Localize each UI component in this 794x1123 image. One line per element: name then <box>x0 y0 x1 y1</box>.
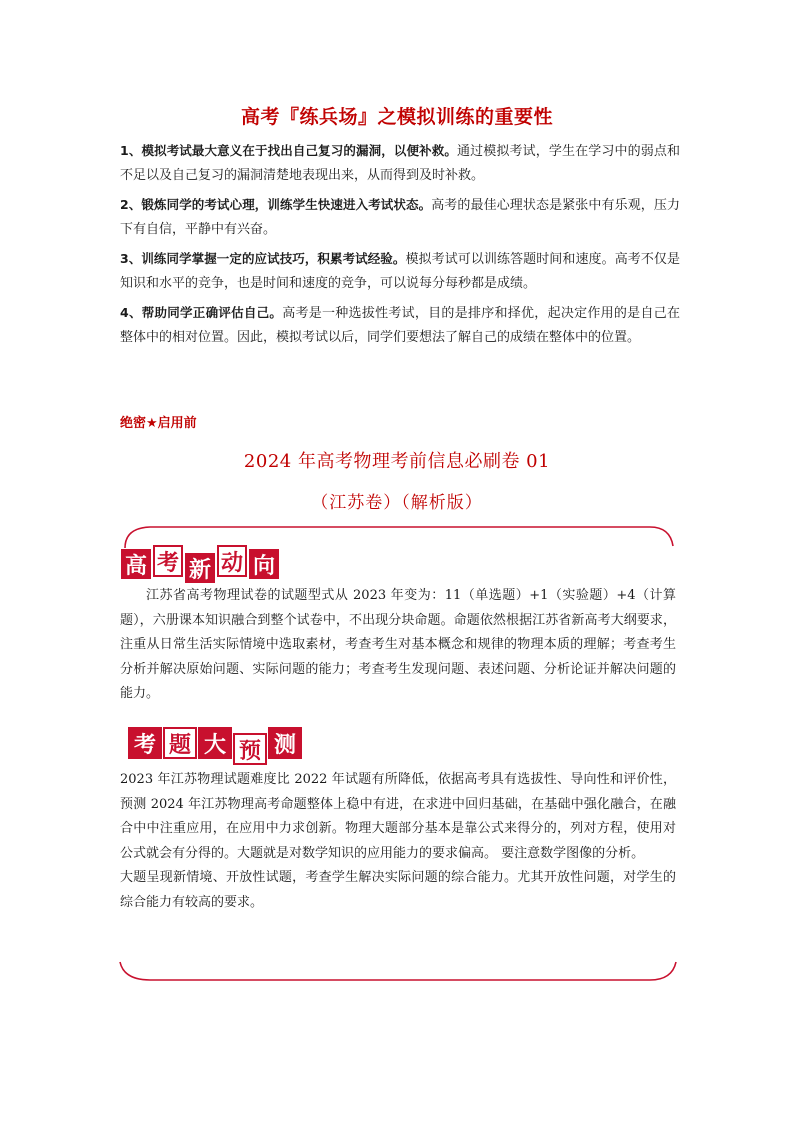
point-text: 通过模拟考试，学生在学习中的弱点和不足以及自己复习的漏洞清楚地表现出来，从而得到及时补救。 <box>120 144 680 183</box>
exam-subtitle: （江苏卷）（解析版） <box>311 493 483 513</box>
trends-paragraph: 江苏省高考物理试卷的试题型式从 2023 年变为：11（单选题）+1（实验题）+4（计算题），六册课本知识融合到整个试卷中，不出现分块命题。命题依然根据江苏省新高考大纲要求，注重从日常生活实际情境中选取素材，考查考生对基本概念和规律的物理本质的理解；考查考生分析并解决原始问题、实际问题的能力；考查考生发现问题、表述问题、分析论证并解决问题的能力。 <box>120 588 676 701</box>
banner-char: 考 <box>128 727 162 759</box>
banner-char: 考 <box>153 545 183 577</box>
banner-char: 高 <box>121 549 151 579</box>
banner-char: 测 <box>268 727 302 759</box>
prediction-paragraph: 2023 年江苏物理试题难度比 2022 年试题有所降低，依据高考具有选拔性、导向性和评价性，预测 2024 年江苏物理高考命题整体上稳中有进，在求进中回归基础，在基础中强化融合，在融合中中注重应用，在应用中力求创新。物理大题部分基本是靠公式来得分的，列对方程，使用对公式就会有分得的。大题就是对数学知识的应用能力的要求偏高。 要注意数学图像的分析。 <box>120 772 676 861</box>
secret-label: 绝密★启用前 <box>120 416 197 431</box>
banner-char: 动 <box>217 545 247 577</box>
page-title: 高考『练兵场』之模拟训练的重要性 <box>240 106 553 128</box>
exam-title: 2024 年高考物理考前信息必刷卷 01 <box>243 451 551 472</box>
point-heading: 1、模拟考试最大意义在于找出自己复习的漏洞，以便补救。 <box>120 143 458 158</box>
banner-char: 向 <box>249 549 279 579</box>
point-heading: 4、帮助同学正确评估自己。 <box>120 305 283 320</box>
point-heading: 3、训练同学掌握一定的应试技巧，积累考试经验。 <box>120 251 406 266</box>
banner-char: 大 <box>198 727 232 759</box>
point-text: 高考的最佳心理状态是紧张中有乐观，压力下有自信，平静中有兴奋。 <box>120 198 680 237</box>
banner-char: 预 <box>233 733 267 765</box>
section-banner-prediction <box>128 727 303 765</box>
point-text: 模拟考试可以训练答题时间和速度。高考不仅是知识和水平的竞争，也是时间和速度的竞争，可以说每分每秒都是成绩。 <box>120 252 680 291</box>
point-text: 高考是一种选拔性考试，目的是排序和择优，起决定作用的是自己在整体中的相对位置。因此，模拟考试以后，同学们要想法了解自己的成绩在整体中的位置。 <box>120 306 680 345</box>
section-banner-trends <box>121 549 281 583</box>
frame-top-curve <box>125 527 673 548</box>
prediction-paragraph: 大题呈现新情境、开放性试题，考查学生解决实际问题的综合能力。尤其开放性问题，对学生的综合能力有较高的要求。 <box>120 870 676 910</box>
prediction-section <box>120 768 676 915</box>
banner-char: 新 <box>185 553 215 583</box>
banner-char: 题 <box>163 727 197 759</box>
frame-bottom-curve <box>120 962 676 980</box>
point-heading: 2、锻炼同学的考试心理，训练学生快速进入考试状态。 <box>120 197 432 212</box>
